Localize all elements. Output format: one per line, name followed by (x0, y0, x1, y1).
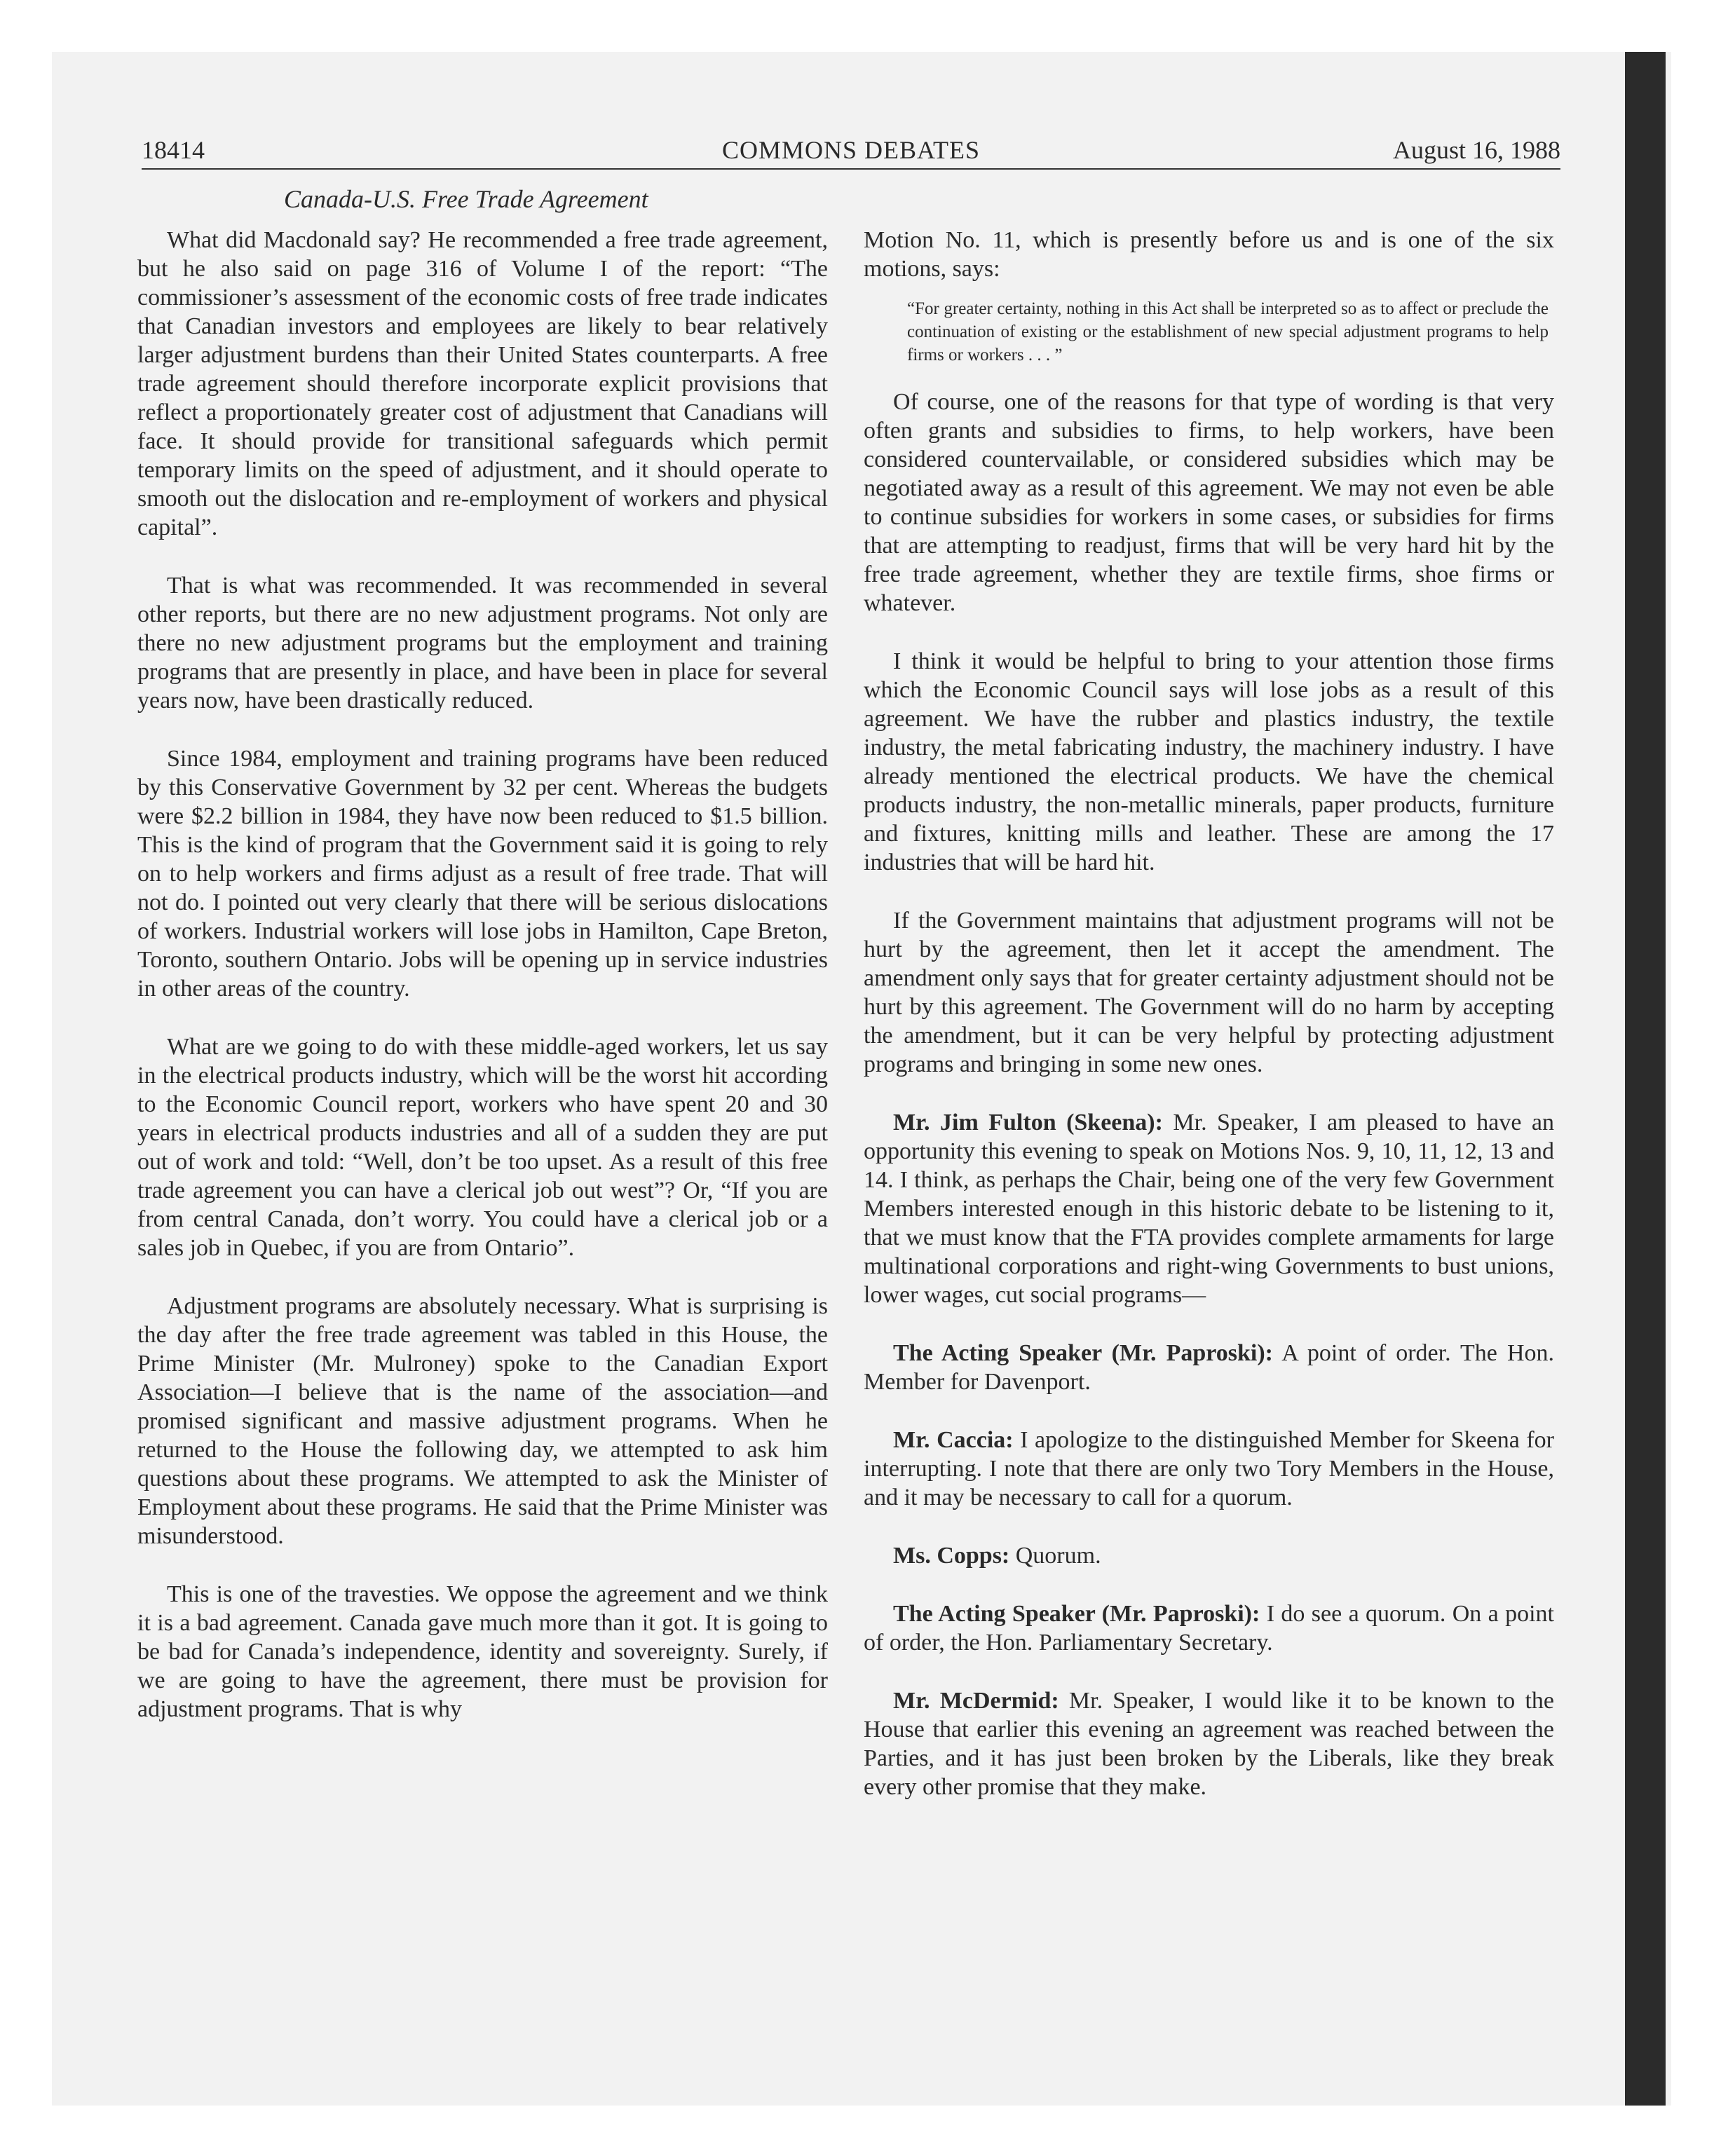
paragraph: This is one of the travesties. We oppose the agreement and we think it is a bad agreement. Canada gave much more than it got. It is going to be bad for Canada’s independence, identity and sovereignty. Surely, if we are going to have the agreement, there must be provision for adjustment programs. That is why (137, 1581, 828, 1722)
paragraph: I think it would be helpful to bring to your attention those firms which the Economic Council says will lose jobs as a result of this agreement. We have the rubber and plastics industry, the textile industry, the metal fabricating industry, the machinery industry. I have already mentioned the electrical products. We have the chemical products industry, the non-metallic minerals, paper products, furniture and fixtures, knitting mills and leather. These are among the 17 industries that will be hard hit. (864, 648, 1554, 875)
speech-acting-speaker (864, 1339, 1554, 1396)
speech-text: Quorum. (1015, 1543, 1101, 1569)
speech-copps (864, 1541, 1554, 1570)
speaker-name: Mr. McDermid: (893, 1688, 1059, 1714)
paragraph: What are we going to do with these middle-aged workers, let us say in the electrical products industry, which will be the worst hit according to the Economic Council report, workers who have spent 20 and 30 years in electrical products industries and all of a sudden they are put out of work and told: “Well, don’t be too upset. As a result of this free trade agreement you can have a clerical job out west”? Or, “If you are from central Canada, don’t worry. You could have a clerical job or a sales job in Quebec, if you are from Ontario”. (137, 1034, 828, 1261)
scan-edge-shadow (1625, 52, 1666, 2106)
speech-text: I apologize to the distinguished Member for Skeena for interrupting. I note that there are only two Tory Members in the House, and it may be necessary to call for a quorum. (864, 1427, 1554, 1510)
page-header (142, 130, 1560, 170)
subject-heading: Canada-U.S. Free Trade Agreement (284, 185, 648, 213)
speech-acting-speaker (864, 1599, 1554, 1657)
speech-mcdermid (864, 1686, 1554, 1801)
paragraph: Adjustment programs are absolutely necessary. What is surprising is the day after the free trade agreement was tabled in this House, the Prime Minister (Mr. Mulroney) spoke to the Canadian Export Association—I believe that is the name of the association—and promised significant and massive adjustment programs. When he returned to the House the following day, we attempted to ask him questions about these programs. We attempted to ask the Minister of Employment about these programs. He said that the Prime Minister was misunderstood. (137, 1293, 828, 1549)
header-rule (142, 168, 1560, 170)
paragraph: What did Macdonald say? He recommended a free trade agreement, but he also said on page 316 of Volume I of the report: “The commissioner’s assessment of the economic costs of free trade indicates that Canadian investors and employees are likely to bear relatively larger adjustment burdens than their United States counterparts. A free trade agreement should therefore incorporate explicit provisions that reflect a proportionately greater cost of adjustment that Canadians will face. It should provide for transitional safeguards which permit temporary limits on the speed of adjustment, and it should operate to smooth out the dislocation and re-employment of workers and physical capital”. (137, 227, 828, 540)
speaker-name: The Acting Speaker (Mr. Paproski): (893, 1601, 1260, 1627)
speech-text: Mr. Speaker, I am pleased to have an opportunity this evening to speak on Motions Nos. 9, 10, 11, 12, 13 and 14. I think, as perhaps the Chair, being one of the very few Government Members interested enough in this historic debate to be listening to it, that we must know that the FTA provides complete armaments for large multinational corporations and right-wing Governments to bust unions, lower wages, cut social programs— (864, 1110, 1555, 1308)
speaker-name: Mr. Caccia: (893, 1427, 1014, 1453)
paragraph: Of course, one of the reasons for that type of wording is that very often grants and subsidies to firms, to help workers, have been considered countervailable, or considered subsidies which may be negotiated away as a result of this agreement. We may not even be able to continue subsidies for workers in some cases, or subsidies for firms that are attempting to readjust, firms that will be very hard hit by the free trade agreement, whether they are textile firms, shoe firms or whatever. (864, 389, 1554, 616)
speech-text: A point of order. The Hon. Member for Davenport. (864, 1340, 1555, 1395)
paragraph: That is what was recommended. It was recommended in several other reports, but there are no new adjustment programs. Not only are there no new adjustment programs but the employment and training programs that are presently in place, and have been in place for several years now, have been drastically reduced. (137, 573, 828, 714)
right-column (864, 226, 1554, 1801)
speaker-name: Ms. Copps: (893, 1543, 1010, 1569)
block-quote: “For greater certainty, nothing in this Act shall be interpreted so as to affect or preclude the continuation of existing or the establishment of new special adjustment programs to help firms or workers . . . ” (907, 299, 1549, 364)
paragraph: Since 1984, employment and training programs have been reduced by this Conservative Government by 32 per cent. Whereas the budgets were $2.2 billion in 1984, they have now been reduced to $1.5 billion. This is the kind of program that the Government said it is going to rely on to help workers and firms adjust as a result of free trade. That will not do. I pointed out very clearly that there will be serious dislocations of workers. Industrial workers will lose jobs in Hamilton, Cape Breton, Toronto, southern Ontario. Jobs will be opening up in service industries in other areas of the country. (137, 746, 828, 1002)
publication-title: COMMONS DEBATES (721, 136, 981, 164)
speech-text: Mr. Speaker, I would like it to be known to the House that earlier this evening an agreement was reached between the Parties, and it has just been broken by the Liberals, like they break every other promise that they make. (864, 1688, 1555, 1800)
speaker-name: The Acting Speaker (Mr. Paproski): (893, 1340, 1273, 1366)
publication-date: August 16, 1988 (1392, 136, 1560, 164)
speaker-name: Mr. Jim Fulton (Skeena): (893, 1110, 1163, 1135)
speech-text: I do see a quorum. On a point of order, the Hon. Parliamentary Secretary. (864, 1601, 1555, 1656)
left-column (137, 226, 828, 1724)
paragraph: Motion No. 11, which is presently before us and is one of the six motions, says: (864, 227, 1554, 282)
page-number: 18414 (142, 136, 205, 164)
speech-caccia (864, 1426, 1554, 1512)
paragraph: If the Government maintains that adjustment programs will not be hurt by the agreement, then let it accept the amendment. The amendment only says that for greater certainty adjustment should not be hurt by this agreement. The Government will do no harm by accepting the amendment, but it can be very helpful by protecting adjustment programs and bringing in some new ones. (864, 908, 1554, 1077)
speech-fulton (864, 1108, 1554, 1309)
